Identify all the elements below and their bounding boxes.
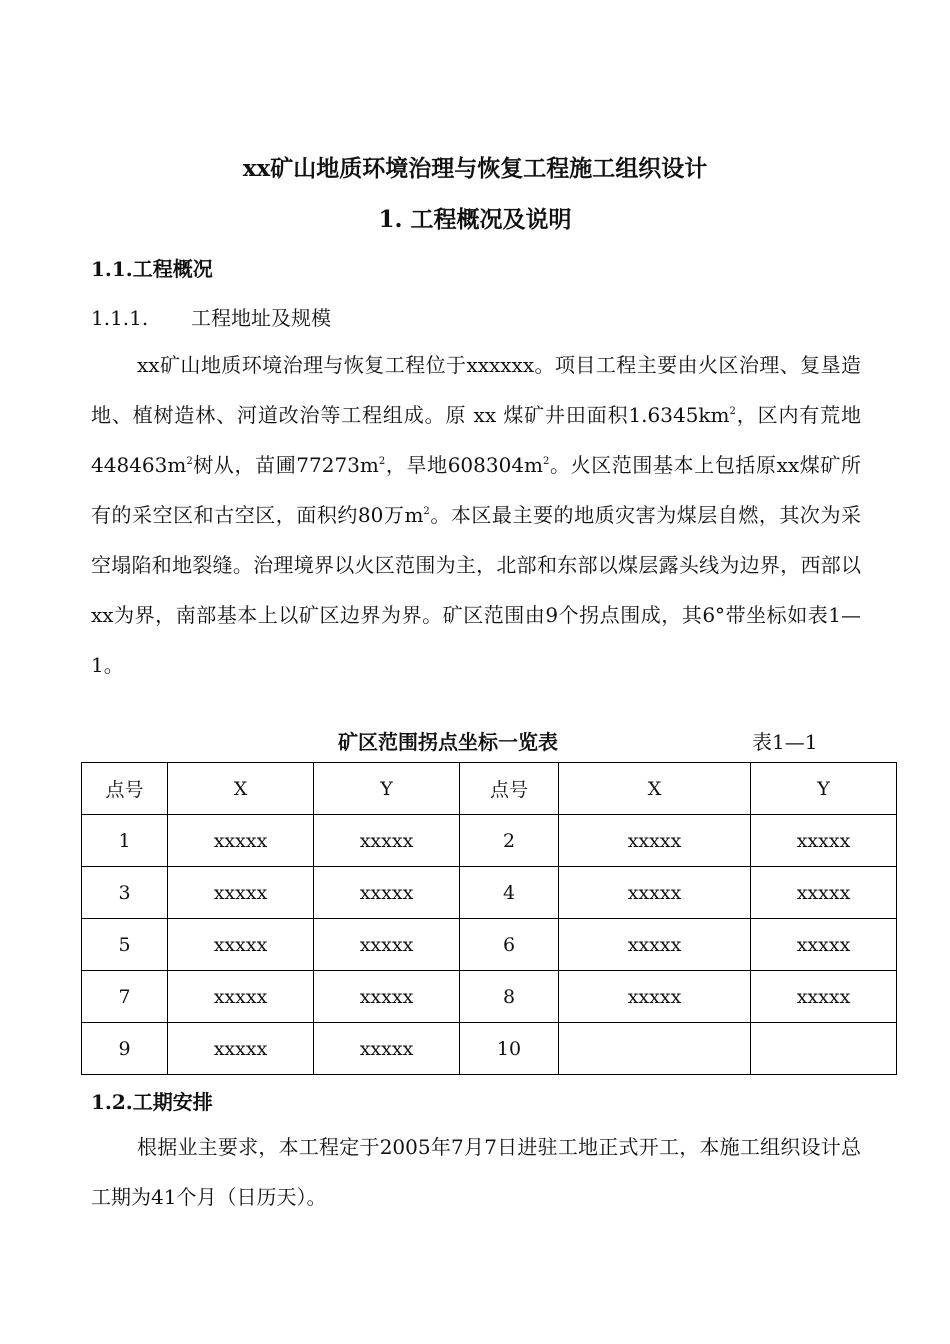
table-cell: xxxxx	[751, 867, 897, 919]
table-cell: 7	[82, 971, 168, 1023]
table-cell: xxxxx	[314, 867, 460, 919]
subsection-label: 工程地址及规模	[191, 306, 331, 330]
table-cell: xxxxx	[314, 815, 460, 867]
table-row	[82, 867, 897, 919]
table-caption: 矿区范围拐点坐标一览表	[338, 730, 558, 754]
table-cell: xxxxx	[168, 815, 314, 867]
table-header-row	[82, 763, 897, 815]
para-text: xx矿山地质环境治理与恢复工程位于xxxxxx。项目工程主要由火区治理、复垦造地、植树造林、河道改治等工程组成。原 xx 煤矿井田面积1.6345km	[91, 353, 861, 427]
table-row	[82, 919, 897, 971]
table-cell: xxxxx	[751, 971, 897, 1023]
table-cell: xxxxx	[168, 971, 314, 1023]
superscript: 2	[729, 406, 736, 417]
table-cell: xxxxx	[314, 971, 460, 1023]
table-cell: 4	[460, 867, 559, 919]
para-text: 树从，苗圃77273m	[192, 453, 379, 477]
para-text: ，旱地608304m	[385, 453, 544, 477]
table-cell: 5	[82, 919, 168, 971]
superscript: 2	[186, 456, 193, 467]
table-cell: xxxxx	[559, 815, 751, 867]
table-cell: xxxxx	[559, 971, 751, 1023]
header-cell: X	[559, 763, 751, 815]
subsection-number: 1.1.1.	[91, 306, 149, 330]
superscript: 2	[378, 456, 386, 467]
superscript: 2	[543, 456, 550, 467]
section-heading-1-1: 1.1.工程概况	[91, 257, 213, 281]
coordinates-table	[81, 762, 897, 1075]
header-cell: 点号	[82, 763, 168, 815]
table-cell: xxxxx	[168, 1023, 314, 1075]
table-cell: xxxxx	[559, 867, 751, 919]
para-text: 。本区最主要的地质灾害为煤层自燃，其次为采空塌陷和地裂缝。治理境界以火区范围为主，北部和东部以煤层露头线为边界，西部以xx为界，南部基本上以矿区边界为界。矿区范围由9个拐点围成，其6°带坐标如表1—1。	[91, 503, 861, 677]
table-cell: xxxxx	[168, 919, 314, 971]
table-cell: 6	[460, 919, 559, 971]
table-cell: 3	[82, 867, 168, 919]
table-row	[82, 815, 897, 867]
table-cell: xxxxx	[314, 919, 460, 971]
table-cell: 10	[460, 1023, 559, 1075]
section-heading-1-2: 1.2.工期安排	[91, 1090, 213, 1114]
table-row	[82, 1023, 897, 1075]
subsection-heading-1-1-1	[91, 302, 331, 331]
project-description-paragraph	[91, 340, 861, 690]
table-cell: xxxxx	[751, 815, 897, 867]
table-cell: xxxxx	[314, 1023, 460, 1075]
para-text: 。火区范围基本上包括原xx煤矿所有的采空区和古空区，面积约80万m	[91, 453, 862, 527]
header-cell: Y	[751, 763, 897, 815]
table-cell: 9	[82, 1023, 168, 1075]
table-row	[82, 971, 897, 1023]
table-number: 表1—1	[752, 730, 818, 754]
table-cell: 1	[82, 815, 168, 867]
header-cell: X	[168, 763, 314, 815]
table-cell: xxxxx	[559, 919, 751, 971]
table-cell: xxxxx	[751, 919, 897, 971]
table-cell	[751, 1023, 897, 1075]
table-cell: xxxxx	[168, 867, 314, 919]
table-cell: 2	[460, 815, 559, 867]
superscript: 2	[423, 506, 430, 517]
table-cell: 8	[460, 971, 559, 1023]
para-text: ，区内有荒地448463m	[91, 403, 862, 477]
document-title: xx矿山地质环境治理与恢复工程施工组织设计	[242, 155, 708, 182]
table-cell	[559, 1023, 751, 1075]
schedule-paragraph: 根据业主要求，本工程定于2005年7月7日进驻工地正式开工，本施工组织设计总工期为41个月（日历天）。	[91, 1135, 861, 1209]
header-cell: 点号	[460, 763, 559, 815]
header-cell: Y	[314, 763, 460, 815]
chapter-title: 1. 工程概况及说明	[378, 206, 572, 233]
